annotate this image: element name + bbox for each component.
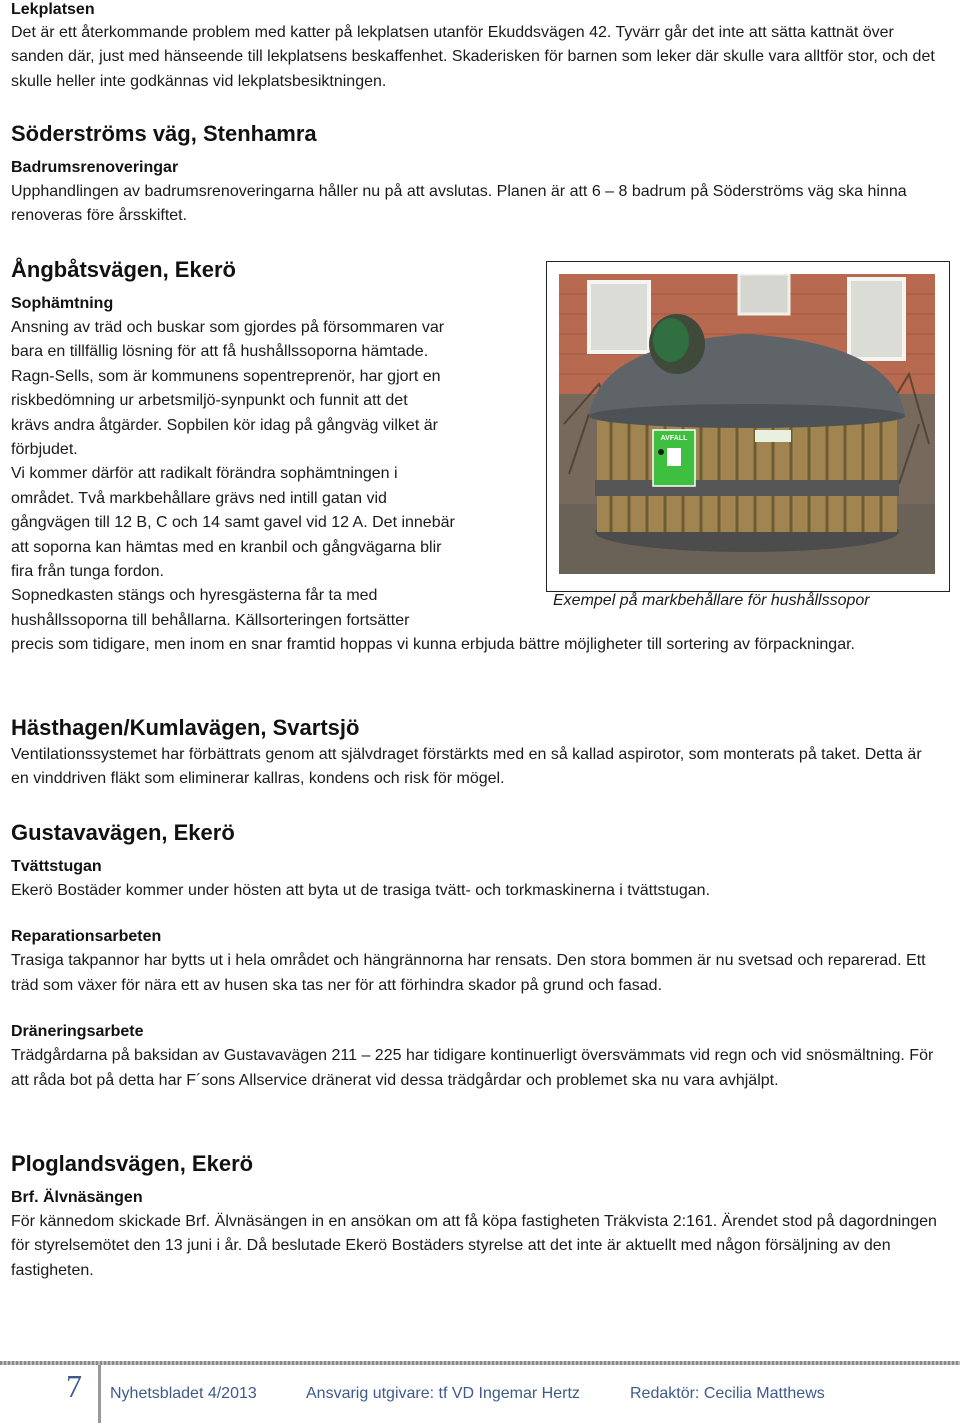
wrapped-text-column bbox=[11, 316, 541, 633]
text-line: fira från tunga fordon. bbox=[11, 563, 164, 581]
subsection-body: Trasiga takpannor har bytts ut i hela området och hängrännorna har rensats. Den stora bommen är nu svetsad och reparerad. Ett träd som växer för nära ett av husen ska tas ner för att förhindra skador på grund och fasad. bbox=[11, 952, 926, 994]
text-line: krävs andra åtgärder. Sopbilen kör idag på gångväg vilket är bbox=[11, 416, 438, 434]
subsection-body: Trädgårdarna på baksidan av Gustavavägen 211 – 225 har tidigare kontinuerligt översvämmats vid regn och vid snösmältning. För att råda bot på detta har F´sons Allservice dränerat vid dessa trädgårdar och problemet ska nu vara avhjälpt. bbox=[11, 1047, 934, 1089]
text-line: riskbedömning ur arbetsmiljö-synpunkt och funnit att det bbox=[11, 392, 408, 410]
section-gustavavagen bbox=[11, 819, 941, 1093]
section-title: Lekplatsen bbox=[11, 1, 95, 18]
section-ploglandsvagen bbox=[11, 1150, 941, 1283]
subsection-title: Reparationsarbeten bbox=[11, 928, 162, 946]
text-line: Vi kommer därför att radikalt förändra sophämtningen i bbox=[11, 465, 398, 483]
text-line: förbjudet. bbox=[11, 441, 78, 459]
container-sign-label: AVFALL bbox=[660, 435, 688, 442]
section-title: Hästhagen/Kumlavägen, Svartsjö bbox=[11, 715, 360, 740]
text-line: Sopnedkasten stängs och hyresgästerna får ta med bbox=[11, 587, 378, 605]
section-subtitle: Sophämtning bbox=[11, 295, 114, 312]
section-hasthagen bbox=[11, 714, 941, 792]
footer-editor: Redaktör: Cecilia Matthews bbox=[630, 1385, 825, 1402]
section-soderstroms-vag bbox=[11, 120, 941, 229]
section-body-continuation: precis som tidigare, men inom en snar framtid hoppas vi kunna erbjuda bättre möjligheter till sortering av förpackningar. bbox=[11, 636, 855, 654]
subsection-title: Dräneringsarbete bbox=[11, 1023, 144, 1041]
section-lekplatsen bbox=[11, 0, 941, 94]
text-line: Ansning av träd och buskar som gjordes på försommaren var bbox=[11, 319, 445, 336]
text-line: Ragn-Sells, som är kommunens sopentreprenör, har gjort en bbox=[11, 367, 441, 385]
section-title: Ploglandsvägen, Ekerö bbox=[11, 1151, 254, 1176]
footer-divider bbox=[0, 1361, 960, 1365]
image-caption: Exempel på markbehållare för hushållssopor bbox=[553, 592, 870, 609]
image-frame bbox=[546, 261, 950, 592]
footer-vertical-divider bbox=[98, 1365, 101, 1423]
footer-publisher: Ansvarig utgivare: tf VD Ingemar Hertz bbox=[306, 1385, 580, 1402]
section-subtitle: Badrumsrenoveringar bbox=[11, 159, 179, 176]
section-subtitle: Brf. Älvnäsängen bbox=[11, 1189, 143, 1206]
text-line: bara en tillfällig lösning för att få hushållssoporna hämtade. bbox=[11, 343, 429, 361]
section-title: Ångbåtsvägen, Ekerö bbox=[11, 257, 236, 282]
section-title: Gustavavägen, Ekerö bbox=[11, 820, 235, 845]
section-body: Upphandlingen av badrumsrenoveringarna håller nu på att avslutas. Planen är att 6 – 8 badrum på Söderströms väg ska hinna renoveras före årsskiftet. bbox=[11, 183, 907, 225]
footer-issue: Nyhetsbladet 4/2013 bbox=[110, 1385, 257, 1402]
text-line: området. Två markbehållare grävs ned intill gatan vid bbox=[11, 489, 387, 507]
section-title: Söderströms väg, Stenhamra bbox=[11, 121, 317, 146]
subsection-body: Ekerö Bostäder kommer under hösten att byta ut de trasiga tvätt- och torkmaskinerna i tvättstugan. bbox=[11, 882, 711, 899]
text-line: gångvägen till 12 B, C och 14 samt gavel vid 12 A. Det innebär bbox=[11, 514, 455, 532]
text-line: att soporna kan hämtas med en kranbil och gångvägarna blir bbox=[11, 538, 442, 556]
page-number: 7 bbox=[66, 1368, 82, 1404]
waste-container-photo bbox=[559, 274, 935, 574]
text-line: hushållssoporna till behållarna. Källsorteringen fortsätter bbox=[11, 611, 410, 629]
section-body: Ventilationssystemet har förbättrats genom att självdraget förstärkts med en så kallad aspirotor, som monterats på taket. Detta är en vinddriven fläkt som eliminerar kallras, kondens och risk för mögel. bbox=[11, 746, 922, 788]
subsection-title: Tvättstugan bbox=[11, 858, 102, 875]
waste-container-illustration bbox=[559, 274, 935, 574]
section-body: För kännedom skickade Brf. Älvnäsängen in en ansökan om att få köpa fastigheten Träkvista 2:161. Ärendet stod på dagordningen för styrelsemötet den 13 juni i år. Då beslutade Ekerö Bostäders styrelse att det inte är aktuellt med någon försäljning av den fastigheten. bbox=[11, 1213, 937, 1279]
section-body: Det är ett återkommande problem med katter på lekplatsen utanför Ekuddsvägen 42. Tyvärr går det inte att sätta kattnät över sanden där, just med hänseende till lekplatsens beskaffenhet. Skaderisken för barnen som leker där skulle vara alltför stor, och det skulle heller inte godkännas vid lekplatsbesiktningen. bbox=[11, 24, 935, 90]
